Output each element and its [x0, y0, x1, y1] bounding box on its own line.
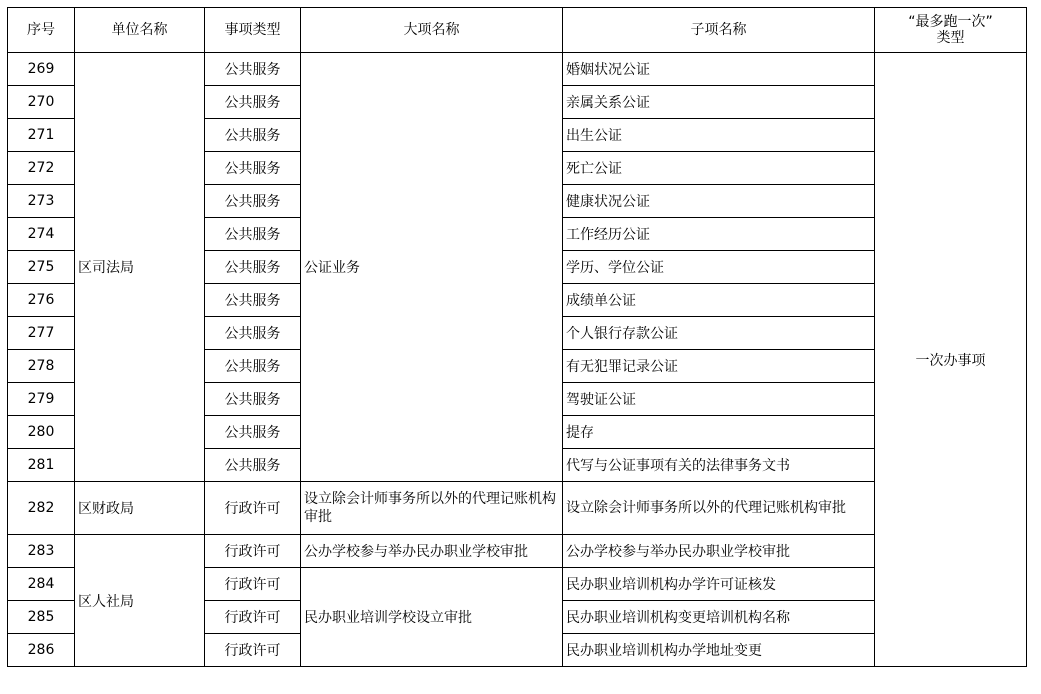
cell-type: 行政许可 [205, 601, 301, 634]
cell-seq: 280 [8, 416, 75, 449]
cell-seq: 285 [8, 601, 75, 634]
cell-major: 公办学校参与举办民办职业学校审批 [301, 535, 563, 568]
cell-sub: 死亡公证 [563, 152, 875, 185]
cell-type: 行政许可 [205, 568, 301, 601]
cell-type: 公共服务 [205, 251, 301, 284]
cell-sub: 驾驶证公证 [563, 383, 875, 416]
header-seq: 序号 [8, 8, 75, 53]
header-major: 大项名称 [301, 8, 563, 53]
cell-unit: 区司法局 [75, 53, 205, 482]
cell-seq: 275 [8, 251, 75, 284]
table-row [8, 482, 1027, 535]
cell-category: 一次办事项 [875, 53, 1027, 667]
table-row [8, 53, 1027, 86]
cell-sub: 提存 [563, 416, 875, 449]
cell-sub: 设立除会计师事务所以外的代理记账机构审批 [563, 482, 875, 535]
cell-sub: 公办学校参与举办民办职业学校审批 [563, 535, 875, 568]
cell-seq: 283 [8, 535, 75, 568]
cell-seq: 284 [8, 568, 75, 601]
cell-seq: 277 [8, 317, 75, 350]
header-category-line1: “最多跑一次” [908, 14, 993, 30]
table-row [8, 535, 1027, 568]
cell-seq: 282 [8, 482, 75, 535]
cell-sub: 亲属关系公证 [563, 86, 875, 119]
cell-seq: 276 [8, 284, 75, 317]
cell-seq: 286 [8, 634, 75, 667]
cell-unit: 区财政局 [75, 482, 205, 535]
header-row [8, 8, 1027, 53]
cell-type: 公共服务 [205, 284, 301, 317]
cell-sub: 工作经历公证 [563, 218, 875, 251]
cell-sub: 有无犯罪记录公证 [563, 350, 875, 383]
cell-sub: 学历、学位公证 [563, 251, 875, 284]
cell-seq: 279 [8, 383, 75, 416]
header-category-line2: 类型 [936, 30, 965, 46]
cell-sub: 民办职业培训机构变更培训机构名称 [563, 601, 875, 634]
cell-sub: 个人银行存款公证 [563, 317, 875, 350]
cell-type: 公共服务 [205, 449, 301, 482]
header-sub: 子项名称 [563, 8, 875, 53]
cell-major: 公证业务 [301, 53, 563, 482]
cell-type: 公共服务 [205, 185, 301, 218]
cell-seq: 270 [8, 86, 75, 119]
cell-sub: 民办职业培训机构办学地址变更 [563, 634, 875, 667]
cell-type: 公共服务 [205, 416, 301, 449]
cell-major: 设立除会计师事务所以外的代理记账机构审批 [301, 482, 563, 535]
cell-type: 公共服务 [205, 317, 301, 350]
cell-seq: 271 [8, 119, 75, 152]
header-unit: 单位名称 [75, 8, 205, 53]
cell-type: 行政许可 [205, 634, 301, 667]
cell-type: 公共服务 [205, 218, 301, 251]
cell-type: 公共服务 [205, 152, 301, 185]
cell-sub: 健康状况公证 [563, 185, 875, 218]
cell-major: 民办职业培训学校设立审批 [301, 568, 563, 667]
cell-seq: 274 [8, 218, 75, 251]
cell-seq: 273 [8, 185, 75, 218]
header-category [875, 8, 1027, 53]
cell-type: 公共服务 [205, 86, 301, 119]
cell-seq: 278 [8, 350, 75, 383]
header-type: 事项类型 [205, 8, 301, 53]
cell-type: 公共服务 [205, 119, 301, 152]
cell-type: 行政许可 [205, 482, 301, 535]
cell-sub: 代写与公证事项有关的法律事务文书 [563, 449, 875, 482]
cell-seq: 269 [8, 53, 75, 86]
cell-type: 公共服务 [205, 53, 301, 86]
cell-seq: 281 [8, 449, 75, 482]
cell-unit: 区人社局 [75, 535, 205, 667]
items-table [7, 7, 1027, 667]
cell-type: 公共服务 [205, 383, 301, 416]
cell-sub: 成绩单公证 [563, 284, 875, 317]
cell-seq: 272 [8, 152, 75, 185]
cell-sub: 民办职业培训机构办学许可证核发 [563, 568, 875, 601]
cell-sub: 出生公证 [563, 119, 875, 152]
cell-type: 公共服务 [205, 350, 301, 383]
cell-sub: 婚姻状况公证 [563, 53, 875, 86]
cell-type: 行政许可 [205, 535, 301, 568]
